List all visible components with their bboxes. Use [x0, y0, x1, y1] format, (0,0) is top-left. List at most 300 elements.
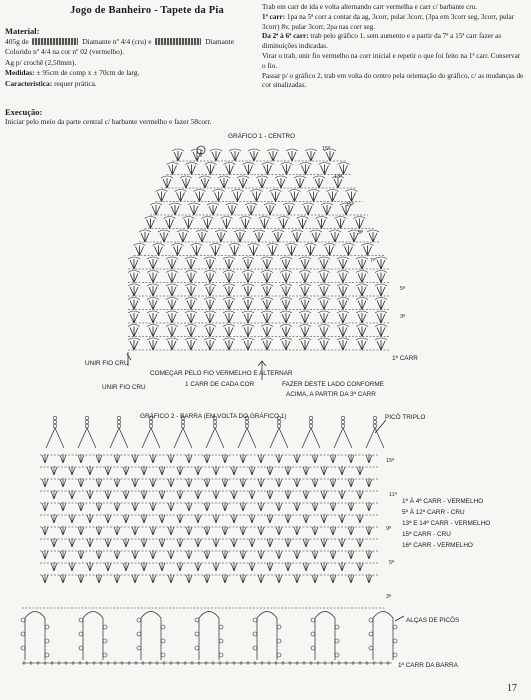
shell-stitch [168, 574, 174, 583]
shell-stitch [293, 232, 301, 242]
chain-arch [204, 284, 216, 286]
chain-arch [172, 149, 184, 151]
chain-arch [242, 325, 254, 327]
chain-arch [280, 338, 292, 340]
chain-arch [310, 230, 322, 232]
shell-stitch [69, 490, 75, 499]
shell-stitch [301, 340, 309, 350]
single-crochet-mark [281, 661, 285, 665]
shell-stitch [42, 502, 48, 511]
chain-arch [150, 203, 162, 205]
shell-stitch [213, 538, 219, 547]
picot-loop [53, 416, 57, 420]
chart2-handles-label: ALÇAS DE PICÔS [406, 617, 460, 624]
shell-stitch [105, 562, 111, 571]
shell-stitch [299, 219, 307, 229]
chain-arch [318, 298, 330, 300]
single-crochet-mark [274, 661, 278, 665]
chain-arch [248, 244, 260, 246]
shell-stitch [303, 514, 309, 523]
page-number: 17 [507, 683, 517, 694]
chain-arch [280, 271, 292, 273]
shell-stitch [225, 300, 233, 310]
single-crochet-mark [358, 661, 362, 665]
shell-stitch [330, 502, 336, 511]
single-crochet-mark [85, 661, 89, 665]
shell-stitch [282, 273, 290, 283]
shell-stitch [321, 490, 327, 499]
shell-stitch [366, 502, 372, 511]
chain-arch [289, 190, 301, 192]
chain-arch [337, 311, 349, 313]
picot-loop [137, 646, 141, 650]
chain-arch [356, 311, 368, 313]
shell-stitch [149, 327, 157, 337]
shell-stitch [198, 232, 206, 242]
shell-stitch [223, 219, 231, 229]
chain-arch [204, 338, 216, 340]
materials-line-1: 405g de Diamante nº 4/4 (cru) e Diamante [5, 36, 234, 46]
shell-stitch [312, 550, 318, 559]
shell-stitch [303, 490, 309, 499]
single-crochet-mark [218, 661, 222, 665]
shell-stitch [231, 514, 237, 523]
shell-stitch [312, 526, 318, 535]
shell-stitch [168, 340, 176, 350]
shell-stitch [174, 151, 182, 161]
shell-stitch [182, 178, 190, 188]
chain-arch [262, 163, 274, 165]
shell-stitch [141, 562, 147, 571]
shell-stitch [330, 454, 336, 463]
shell-stitch [377, 340, 385, 350]
shell-stitch [357, 538, 363, 547]
chain-arch [210, 149, 222, 151]
single-crochet-mark [183, 661, 187, 665]
chain-arch [318, 311, 330, 313]
chain-arch [223, 271, 235, 273]
shell-stitch [377, 259, 385, 269]
shell-stitch [326, 246, 334, 256]
shell-stitch [186, 550, 192, 559]
shell-stitch [242, 219, 250, 229]
chain-arch [267, 244, 279, 246]
picot-fan [46, 428, 64, 448]
shell-stitch [301, 273, 309, 283]
single-crochet-mark [43, 661, 47, 665]
shell-stitch [326, 151, 334, 161]
chain-arch [313, 176, 325, 178]
chain-arch [261, 257, 273, 259]
picot-handle [257, 612, 277, 661]
shell-stitch [132, 502, 138, 511]
chain-arch [172, 244, 184, 246]
chain-arch [253, 230, 265, 232]
chain-arch [299, 338, 311, 340]
instruction-turn: Virar o trab, unir fio vermelho na corr inicial e repetir o que foi feito na 1ª carr. Conservar o fio. [262, 51, 521, 70]
chain-arch [242, 257, 254, 259]
materials-heading: Material: [5, 26, 40, 36]
shell-stitch [294, 574, 300, 583]
shell-stitch [60, 502, 66, 511]
shell-stitch [187, 300, 195, 310]
chain-arch [297, 217, 309, 219]
picot-loop [79, 632, 83, 636]
single-crochet-mark [386, 661, 390, 665]
shell-stitch [277, 178, 285, 188]
single-crochet-mark [127, 661, 131, 665]
chain-arch [242, 298, 254, 300]
picot-loop [219, 653, 223, 657]
shell-stitch [195, 490, 201, 499]
shell-stitch [282, 286, 290, 296]
picot-loop [149, 420, 153, 424]
shell-stitch [123, 514, 129, 523]
shell-stitch [282, 313, 290, 323]
shell-stitch [226, 165, 234, 175]
shell-stitch [225, 327, 233, 337]
shell-stitch [244, 273, 252, 283]
chain-arch [242, 271, 254, 273]
picot-loop [53, 420, 57, 424]
shell-stitch [348, 478, 354, 487]
chain-arch [223, 298, 235, 300]
shell-stitch [132, 574, 138, 583]
shell-stitch [267, 538, 273, 547]
shell-stitch [69, 466, 75, 475]
picot-loop [219, 625, 223, 629]
single-crochet-mark [190, 661, 194, 665]
chain-arch [166, 284, 178, 286]
shell-stitch [276, 526, 282, 535]
shell-stitch [130, 259, 138, 269]
shell-stitch [253, 192, 261, 202]
single-crochet-mark [372, 661, 376, 665]
shell-stitch [258, 550, 264, 559]
shell-stitch [123, 466, 129, 475]
chain-arch [166, 257, 178, 259]
shell-stitch [330, 574, 336, 583]
chain-arch [169, 203, 181, 205]
chain-arch [245, 203, 257, 205]
shell-stitch [339, 327, 347, 337]
shell-stitch [174, 246, 182, 256]
single-crochet-mark [99, 661, 103, 665]
shell-stitch [78, 526, 84, 535]
single-crochet-mark [379, 661, 383, 665]
chain-arch [229, 244, 241, 246]
shell-stitch [132, 526, 138, 535]
execution-text: Iniciar pelo meio da parte central c/ barbante vermelho e fazer 58corr. [5, 117, 212, 126]
single-crochet-mark [239, 661, 243, 665]
chain-arch [196, 230, 208, 232]
chain-arch [337, 271, 349, 273]
single-crochet-mark [309, 661, 313, 665]
shell-stitch [263, 313, 271, 323]
shell-stitch [377, 286, 385, 296]
shell-stitch [321, 165, 329, 175]
chain-arch [281, 163, 293, 165]
shell-stitch [339, 259, 347, 269]
shell-stitch [240, 454, 246, 463]
chart1-row-number: 7ª [370, 258, 376, 264]
shell-stitch [364, 246, 372, 256]
shell-stitch [339, 300, 347, 310]
picot-loop [311, 618, 315, 622]
single-crochet-mark [64, 661, 68, 665]
picot-loop [341, 420, 345, 424]
picot-loop [309, 420, 313, 424]
shell-stitch [330, 478, 336, 487]
picot-handle [315, 612, 335, 661]
shell-stitch [285, 562, 291, 571]
chain-arch [185, 298, 197, 300]
picot-loop [161, 639, 165, 643]
chain-arch [205, 163, 217, 165]
shell-stitch [350, 232, 358, 242]
picot-loop [213, 420, 217, 424]
single-crochet-mark [337, 661, 341, 665]
chain-arch [248, 149, 260, 151]
single-crochet-mark [316, 661, 320, 665]
chain-arch [275, 176, 287, 178]
shell-stitch [296, 178, 304, 188]
shell-stitch [222, 478, 228, 487]
shell-stitch [87, 490, 93, 499]
chain-arch [156, 190, 168, 192]
shell-stitch [179, 232, 187, 242]
shell-stitch [225, 313, 233, 323]
shell-stitch [234, 192, 242, 202]
shell-stitch [206, 313, 214, 323]
chain-arch [278, 217, 290, 219]
shell-stitch [114, 550, 120, 559]
shell-stitch [312, 574, 318, 583]
single-crochet-mark [134, 661, 138, 665]
shell-stitch [177, 538, 183, 547]
shell-stitch [114, 526, 120, 535]
shell-stitch [166, 219, 174, 229]
chain-arch [180, 176, 192, 178]
shell-stitch [339, 273, 347, 283]
chain-arch [302, 203, 314, 205]
single-crochet-mark [50, 661, 54, 665]
chain-arch [286, 244, 298, 246]
shell-stitch [168, 526, 174, 535]
shell-stitch [282, 340, 290, 350]
picot-loop [219, 639, 223, 643]
shell-stitch [159, 538, 165, 547]
chain-arch [237, 176, 249, 178]
shell-stitch [302, 165, 310, 175]
shell-stitch [377, 300, 385, 310]
chain-arch [375, 257, 387, 259]
chain-arch [147, 284, 159, 286]
chain-arch [166, 271, 178, 273]
chain-arch [299, 271, 311, 273]
picot-loop [393, 625, 397, 629]
shell-stitch [51, 514, 57, 523]
shell-stitch [206, 273, 214, 283]
shell-stitch [130, 286, 138, 296]
picot-loop [161, 625, 165, 629]
shell-stitch [310, 192, 318, 202]
shell-stitch [339, 514, 345, 523]
shell-stitch [78, 502, 84, 511]
shell-stitch [149, 259, 157, 269]
picot-loop [311, 632, 315, 636]
shell-stitch [186, 526, 192, 535]
chain-arch [337, 284, 349, 286]
chain-arch [375, 298, 387, 300]
shell-stitch [240, 550, 246, 559]
shell-stitch [69, 562, 75, 571]
shell-stitch [169, 165, 177, 175]
chain-arch [256, 176, 268, 178]
shell-stitch [136, 246, 144, 256]
chart1-side-label-2: ACIMA, A PARTIR DA 3ª CARR [286, 391, 376, 398]
shell-stitch [294, 454, 300, 463]
shell-stitch [225, 286, 233, 296]
shell-stitch [239, 178, 247, 188]
shell-stitch [263, 300, 271, 310]
shell-stitch [105, 466, 111, 475]
chain-arch [204, 325, 216, 327]
pointer-line [395, 616, 404, 621]
shell-stitch [196, 192, 204, 202]
chain-arch [280, 284, 292, 286]
picot-loop [335, 653, 339, 657]
shell-stitch [141, 514, 147, 523]
picot-loop [85, 416, 89, 420]
shell-stitch [358, 273, 366, 283]
page-title: Jogo de Banheiro - Tapete da Pia [70, 5, 224, 16]
shell-stitch [250, 246, 258, 256]
chain-arch [147, 271, 159, 273]
shell-stitch [213, 490, 219, 499]
shell-stitch [149, 273, 157, 283]
shell-stitch [321, 466, 327, 475]
shell-stitch [168, 313, 176, 323]
shell-stitch [245, 165, 253, 175]
shell-stitch [187, 327, 195, 337]
picot-loop [45, 625, 49, 629]
picot-loop [85, 420, 89, 424]
single-crochet-mark [260, 661, 264, 665]
shell-stitch [263, 327, 271, 337]
shell-stitch [358, 313, 366, 323]
shell-stitch [303, 562, 309, 571]
shell-stitch [272, 192, 280, 202]
picot-handle [373, 612, 393, 661]
shell-stitch [114, 574, 120, 583]
shell-stitch [231, 562, 237, 571]
shell-stitch [258, 178, 266, 188]
shell-stitch [330, 550, 336, 559]
shell-stitch [258, 574, 264, 583]
picot-fan [174, 428, 192, 448]
chain-arch [356, 298, 368, 300]
chain-arch [128, 271, 140, 273]
single-crochet-mark [365, 661, 369, 665]
chain-arch [204, 298, 216, 300]
shell-stitch [264, 165, 272, 175]
picot-loop [341, 416, 345, 420]
shell-stitch [320, 327, 328, 337]
chain-arch [264, 203, 276, 205]
shell-stitch [206, 300, 214, 310]
shell-stitch [78, 574, 84, 583]
chain-arch [261, 338, 273, 340]
shell-stitch [366, 574, 372, 583]
shell-stitch [168, 300, 176, 310]
shell-stitch [160, 232, 168, 242]
shell-stitch [304, 205, 312, 215]
single-crochet-mark [71, 661, 75, 665]
shell-stitch [249, 514, 255, 523]
shell-stitch [204, 574, 210, 583]
shell-stitch [225, 340, 233, 350]
picot-fan [238, 428, 256, 448]
shell-stitch [141, 466, 147, 475]
chain-arch [283, 203, 295, 205]
shell-stitch [60, 574, 66, 583]
shell-stitch [130, 327, 138, 337]
chain-arch [128, 257, 140, 259]
chain-arch [375, 284, 387, 286]
shell-stitch [258, 526, 264, 535]
shell-stitch [337, 219, 345, 229]
shell-stitch [348, 502, 354, 511]
chain-arch [299, 284, 311, 286]
chain-arch [280, 311, 292, 313]
shell-stitch [114, 478, 120, 487]
shell-stitch [168, 286, 176, 296]
shell-stitch [150, 550, 156, 559]
shell-stitch [204, 478, 210, 487]
picot-loop [117, 420, 121, 424]
shell-stitch [345, 246, 353, 256]
shell-stitch [358, 259, 366, 269]
shell-stitch [240, 526, 246, 535]
shell-stitch [288, 151, 296, 161]
shell-stitch [168, 259, 176, 269]
shell-stitch [114, 454, 120, 463]
chain-arch [261, 325, 273, 327]
shell-stitch [276, 574, 282, 583]
shell-stitch [204, 219, 212, 229]
shell-stitch [209, 205, 217, 215]
chain-arch [223, 284, 235, 286]
single-crochet-mark [169, 661, 173, 665]
picot-loop [103, 639, 107, 643]
shell-stitch [263, 259, 271, 269]
shell-stitch [348, 192, 356, 202]
chain-arch [261, 311, 273, 313]
shell-stitch [339, 490, 345, 499]
chain-arch [223, 338, 235, 340]
shell-stitch [269, 151, 277, 161]
chain-arch [153, 244, 165, 246]
chain-arch [147, 257, 159, 259]
single-crochet-mark [29, 661, 33, 665]
chain-arch [356, 284, 368, 286]
chain-arch [128, 338, 140, 340]
shell-stitch [231, 151, 239, 161]
shell-stitch [155, 246, 163, 256]
chart1-row-number: 15ª [322, 146, 331, 152]
legend-line-1: 1ª À 4ª CARR - VERMELHO [402, 498, 484, 505]
